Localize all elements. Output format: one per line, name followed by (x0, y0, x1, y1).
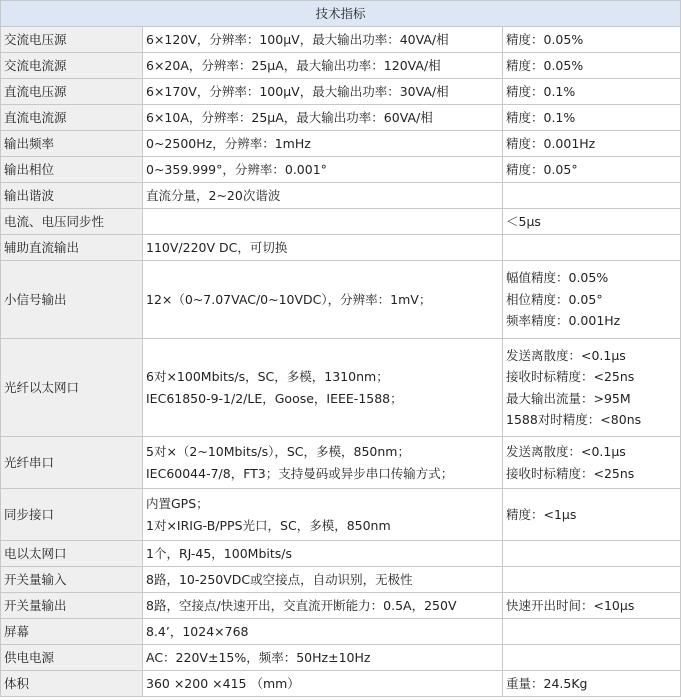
row-label: 直流电流源 (1, 105, 143, 131)
row-note (503, 593, 681, 619)
row-spec (143, 593, 503, 619)
row-spec (143, 671, 503, 697)
table-row (1, 645, 681, 671)
table-row (1, 489, 681, 541)
row-note (503, 567, 681, 593)
table-row (1, 209, 681, 235)
row-spec (143, 567, 503, 593)
note-line: 精度：0.001Hz (506, 135, 596, 151)
row-note (503, 437, 681, 489)
table-row (1, 27, 681, 53)
table-row (1, 53, 681, 79)
table-header-row (1, 1, 681, 27)
row-label: 屏幕 (1, 619, 143, 645)
row-label: 电以太网口 (1, 541, 143, 567)
row-spec (143, 209, 503, 235)
row-note (503, 541, 681, 567)
note-line: 精度：0.05% (506, 57, 584, 73)
note-line: 幅值精度：0.05% (506, 270, 609, 286)
table-row (1, 79, 681, 105)
row-note (503, 261, 681, 339)
spec-line: AC：220V±15%，频率：50Hz±10Hz (146, 649, 371, 665)
spec-line: 5对×（2~10Mbits/s），SC，多模，850nm； (146, 444, 410, 459)
row-label: 输出相位 (1, 157, 143, 183)
table-row (1, 567, 681, 593)
table-row (1, 157, 681, 183)
spec-line: IEC60044-7/8，FT3；支持曼码或异步串口传输方式； (146, 465, 454, 481)
row-label: 电流、电压同步性 (1, 209, 143, 235)
spec-line: 6对×100Mbits/s，SC，多模，1310nm； (146, 369, 389, 384)
spec-line: 0~2500Hz，分辨率：1mHz (146, 135, 311, 151)
table-row (1, 339, 681, 437)
row-note (503, 27, 681, 53)
row-spec (143, 105, 503, 131)
row-spec (143, 79, 503, 105)
row-label: 光纤以太网口 (1, 339, 143, 437)
row-label: 开关量输出 (1, 593, 143, 619)
row-note (503, 183, 681, 209)
row-label: 交流电流源 (1, 53, 143, 79)
note-line: 发送离散度：<0.1μs (506, 444, 626, 459)
table-row (1, 105, 681, 131)
row-spec (143, 437, 503, 489)
table-row (1, 671, 681, 697)
row-label: 输出频率 (1, 131, 143, 157)
row-note (503, 209, 681, 235)
row-spec (143, 235, 503, 261)
row-label: 输出谐波 (1, 183, 143, 209)
spec-line: 6×120V，分辨率：100μV，最大输出功率：40VA/相 (146, 31, 449, 47)
row-spec (143, 619, 503, 645)
spec-line: IEC61850-9-1/2/LE，Goose，IEEE-1588； (146, 390, 403, 406)
row-label: 辅助直流输出 (1, 235, 143, 261)
table-row (1, 593, 681, 619)
row-spec (143, 183, 503, 209)
row-note (503, 489, 681, 541)
spec-line: 内置GPS； (146, 496, 209, 511)
spec-line: 1个，RJ-45，100Mbits/s (146, 545, 292, 561)
row-label: 开关量输入 (1, 567, 143, 593)
row-spec (143, 131, 503, 157)
note-line: 精度：0.05% (506, 31, 584, 47)
spec-line: 110V/220V DC，可切换 (146, 239, 288, 255)
table-row (1, 131, 681, 157)
table-row (1, 619, 681, 645)
row-label: 小信号输出 (1, 261, 143, 339)
row-label: 交流电压源 (1, 27, 143, 53)
row-spec (143, 645, 503, 671)
table-title: 技术指标 (1, 1, 681, 27)
row-label: 供电电源 (1, 645, 143, 671)
row-note (503, 53, 681, 79)
note-line: 最大输出流量：>95M (506, 390, 631, 406)
table-row (1, 183, 681, 209)
note-line: 快速开出时间：<10μs (506, 597, 635, 613)
spec-line: 6×10A，分辨率：25μA，最大输出功率：60VA/相 (146, 109, 433, 125)
row-note (503, 131, 681, 157)
row-note (503, 619, 681, 645)
table-row (1, 261, 681, 339)
row-label: 同步接口 (1, 489, 143, 541)
spec-line: 6×20A，分辨率：25μA，最大输出功率：120VA/相 (146, 57, 441, 73)
table-row (1, 235, 681, 261)
spec-line: 1对×IRIG-B/PPS光口，SC，多模，850nm (146, 517, 391, 533)
row-spec (143, 157, 503, 183)
row-label: 光纤串口 (1, 437, 143, 489)
row-label: 直流电压源 (1, 79, 143, 105)
row-spec (143, 261, 503, 339)
table-row (1, 437, 681, 489)
row-note (503, 235, 681, 261)
note-line: 精度：0.1% (506, 109, 576, 125)
row-note (503, 105, 681, 131)
spec-line: 8.4’，1024×768 (146, 623, 249, 639)
note-line: 精度：<1μs (506, 506, 577, 522)
row-note (503, 157, 681, 183)
note-line: 接收时标精度：<25ns (506, 369, 635, 384)
spec-line: 6×170V，分辨率：100μV，最大输出功率：30VA/相 (146, 83, 449, 99)
note-line: 相位精度：0.05° (506, 291, 603, 307)
note-line: 发送离散度：<0.1μs (506, 347, 626, 363)
row-spec (143, 541, 503, 567)
note-line: 精度：0.05° (506, 161, 578, 177)
note-line: 接收时标精度：<25ns (506, 465, 635, 481)
table-body (1, 27, 681, 697)
table-row (1, 541, 681, 567)
row-spec (143, 489, 503, 541)
spec-line: 0~359.999°，分辨率：0.001° (146, 161, 327, 177)
spec-line: 直流分量，2~20次谐波 (146, 187, 281, 203)
note-line: 重量：24.5Kg (506, 675, 588, 691)
row-spec (143, 27, 503, 53)
row-note (503, 339, 681, 437)
spec-line: 8路，10-250VDC或空接点，自动识别，无极性 (146, 571, 413, 587)
spec-line: 360 ×200 ×415 （mm） (146, 675, 300, 691)
note-line: 频率精度：0.001Hz (506, 313, 621, 329)
spec-line: 12×（0~7.07VAC/0~10VDC），分辨率：1mV； (146, 291, 432, 307)
row-note (503, 79, 681, 105)
row-label: 体积 (1, 671, 143, 697)
row-spec (143, 53, 503, 79)
note-line: ＜5μs (506, 213, 541, 229)
note-line: 1588对时精度：<80ns (506, 412, 642, 427)
row-spec (143, 339, 503, 437)
note-line: 精度：0.1% (506, 83, 576, 99)
row-note (503, 671, 681, 697)
row-note (503, 645, 681, 671)
spec-line: 8路，空接点/快速开出，交直流开断能力：0.5A，250V (146, 597, 457, 613)
